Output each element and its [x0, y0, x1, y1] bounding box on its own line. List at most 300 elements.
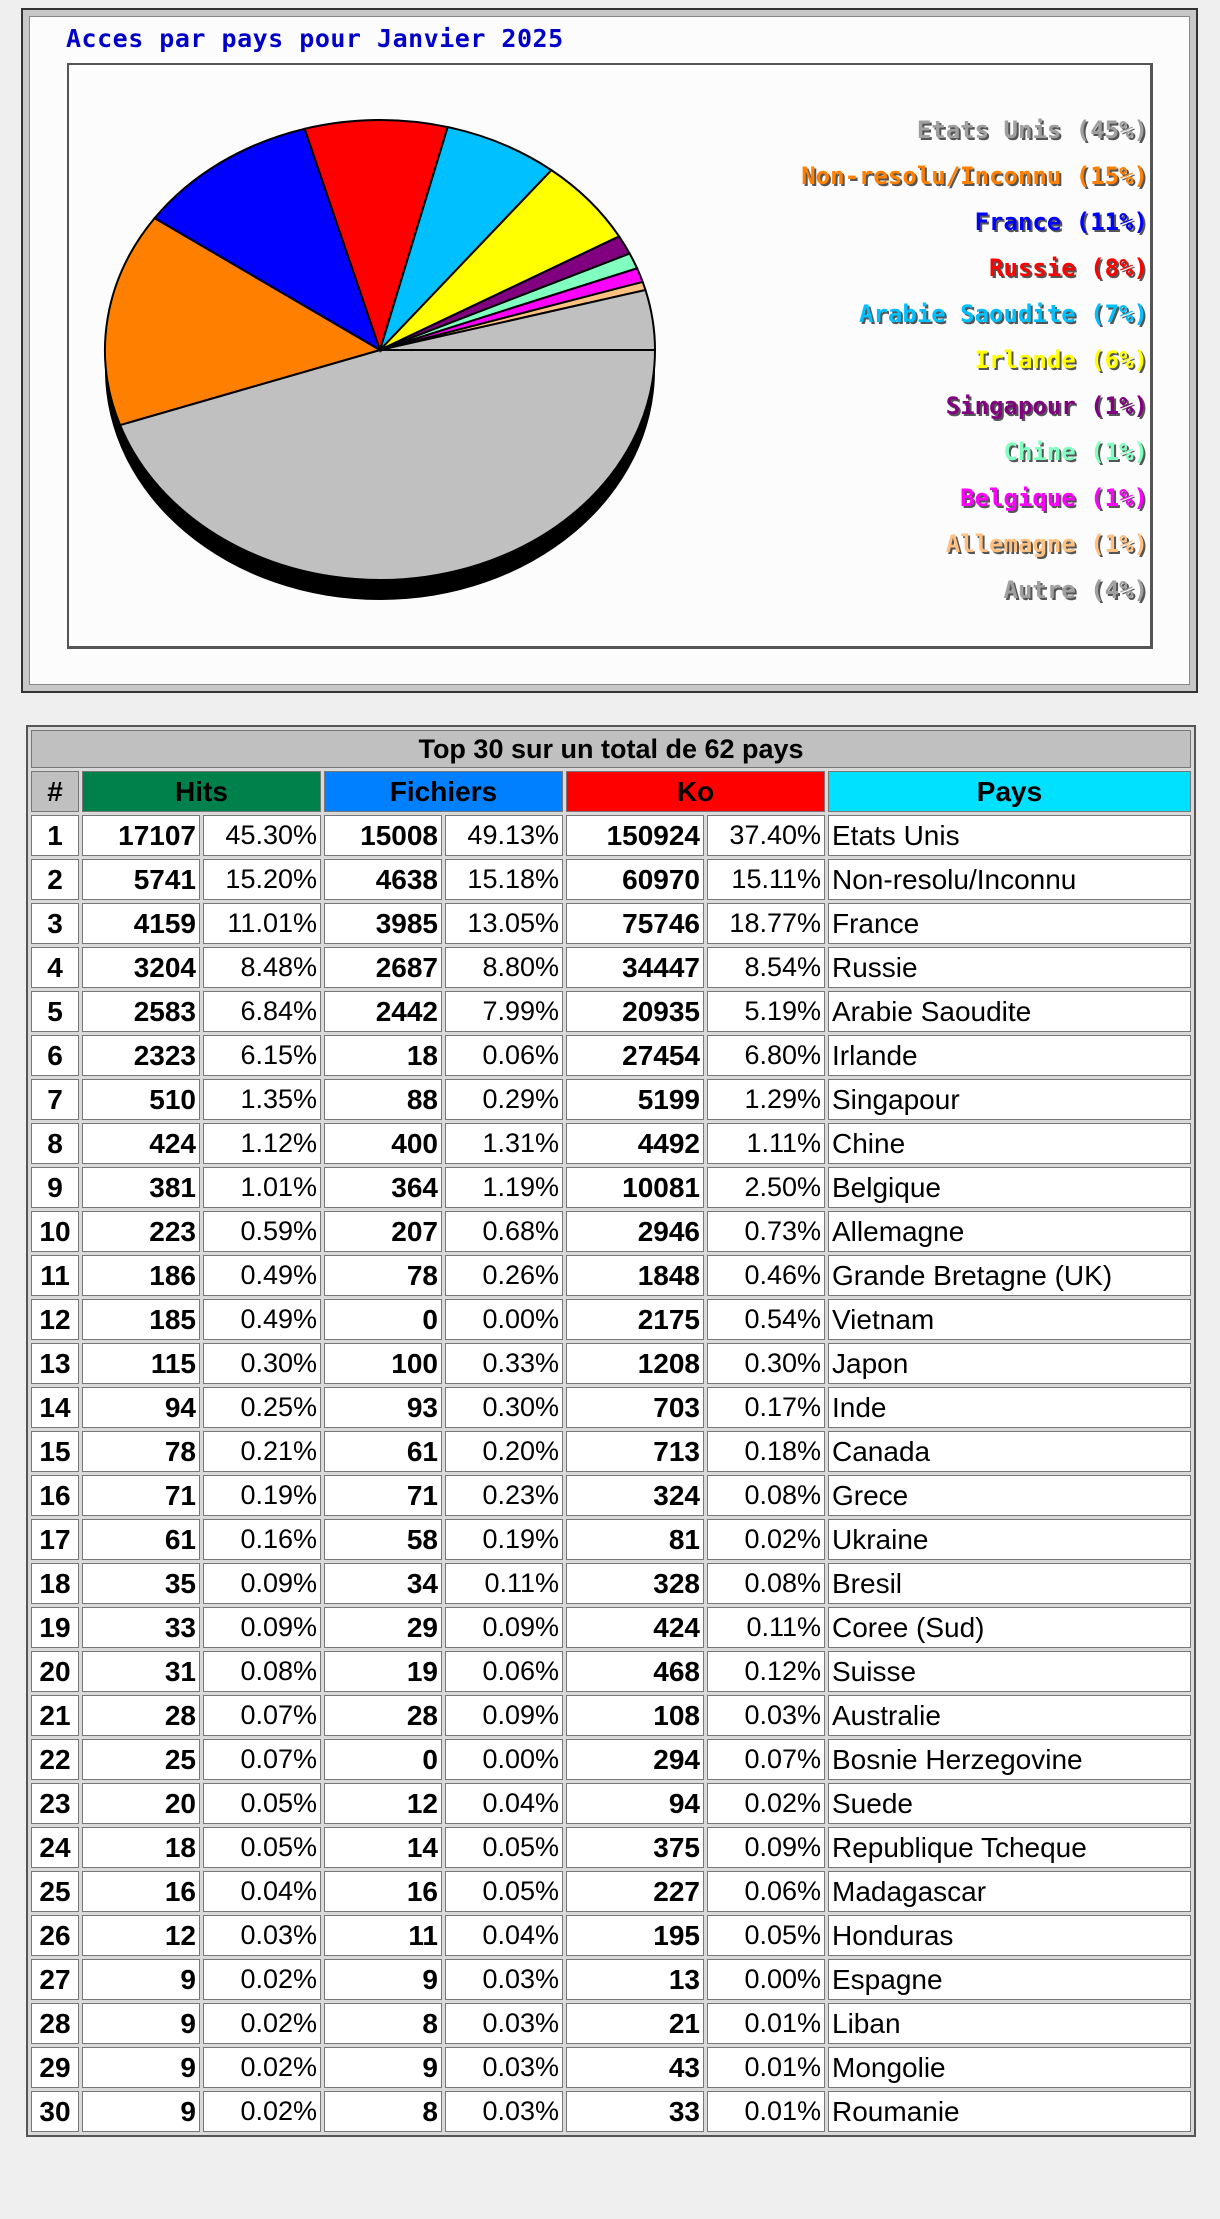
- table-row: [31, 2047, 1191, 2088]
- row-index: 30: [31, 2091, 79, 2132]
- hits-value: 12: [82, 1915, 200, 1956]
- country-name: Mongolie: [828, 2047, 1191, 2088]
- header-country: Pays: [828, 771, 1191, 812]
- country-name: Vietnam: [828, 1299, 1191, 1340]
- kb-percent: 0.08%: [707, 1475, 825, 1516]
- files-value: 0: [324, 1739, 442, 1780]
- kb-value: 4492: [566, 1123, 704, 1164]
- hits-percent: 0.09%: [203, 1563, 321, 1604]
- kb-percent: 0.06%: [707, 1871, 825, 1912]
- kb-value: 324: [566, 1475, 704, 1516]
- legend-entry: [628, 205, 1148, 251]
- table-body: [31, 815, 1191, 2132]
- kb-percent: 0.12%: [707, 1651, 825, 1692]
- files-percent: 0.06%: [445, 1035, 563, 1076]
- kb-percent: 0.18%: [707, 1431, 825, 1472]
- kb-value: 227: [566, 1871, 704, 1912]
- legend-label: Singapour (1%): [945, 392, 1148, 420]
- kb-percent: 6.80%: [707, 1035, 825, 1076]
- row-index: 26: [31, 1915, 79, 1956]
- legend-entry: [628, 113, 1148, 159]
- files-value: 2687: [324, 947, 442, 988]
- kb-value: 81: [566, 1519, 704, 1560]
- row-index: 25: [31, 1871, 79, 1912]
- kb-percent: 0.01%: [707, 2047, 825, 2088]
- country-name: Singapour: [828, 1079, 1191, 1120]
- table-row: [31, 2003, 1191, 2044]
- hits-value: 28: [82, 1695, 200, 1736]
- files-value: 11: [324, 1915, 442, 1956]
- row-index: 10: [31, 1211, 79, 1252]
- files-percent: 0.00%: [445, 1739, 563, 1780]
- kb-value: 703: [566, 1387, 704, 1428]
- files-value: 29: [324, 1607, 442, 1648]
- kb-value: 375: [566, 1827, 704, 1868]
- country-name: Canada: [828, 1431, 1191, 1472]
- hits-percent: 45.30%: [203, 815, 321, 856]
- legend-entry: [628, 573, 1148, 619]
- hits-value: 185: [82, 1299, 200, 1340]
- header-index: #: [31, 771, 79, 812]
- row-index: 28: [31, 2003, 79, 2044]
- table-row: [31, 1475, 1191, 1516]
- legend-label: Autre (4%): [1003, 576, 1148, 604]
- hits-percent: 6.84%: [203, 991, 321, 1032]
- files-percent: 0.33%: [445, 1343, 563, 1384]
- kb-value: 5199: [566, 1079, 704, 1120]
- country-name: Roumanie: [828, 2091, 1191, 2132]
- hits-value: 20: [82, 1783, 200, 1824]
- files-value: 34: [324, 1563, 442, 1604]
- files-percent: 0.09%: [445, 1607, 563, 1648]
- country-name: Republique Tcheque: [828, 1827, 1191, 1868]
- kb-value: 43: [566, 2047, 704, 2088]
- kb-value: 21: [566, 2003, 704, 2044]
- kb-value: 2946: [566, 1211, 704, 1252]
- hits-value: 78: [82, 1431, 200, 1472]
- country-name: Arabie Saoudite: [828, 991, 1191, 1032]
- kb-value: 94: [566, 1783, 704, 1824]
- files-percent: 0.03%: [445, 2047, 563, 2088]
- kb-percent: 0.11%: [707, 1607, 825, 1648]
- files-value: 364: [324, 1167, 442, 1208]
- kb-percent: 8.54%: [707, 947, 825, 988]
- table-row: [31, 1827, 1191, 1868]
- files-percent: 0.06%: [445, 1651, 563, 1692]
- table-row: [31, 903, 1191, 944]
- hits-percent: 0.59%: [203, 1211, 321, 1252]
- files-percent: 0.68%: [445, 1211, 563, 1252]
- kb-percent: 0.09%: [707, 1827, 825, 1868]
- country-name: Allemagne: [828, 1211, 1191, 1252]
- table-row: [31, 815, 1191, 856]
- country-name: Russie: [828, 947, 1191, 988]
- hits-percent: 0.02%: [203, 2047, 321, 2088]
- row-index: 15: [31, 1431, 79, 1472]
- hits-percent: 0.21%: [203, 1431, 321, 1472]
- files-percent: 49.13%: [445, 815, 563, 856]
- kb-value: 1208: [566, 1343, 704, 1384]
- table-row: [31, 859, 1191, 900]
- kb-value: 10081: [566, 1167, 704, 1208]
- files-value: 71: [324, 1475, 442, 1516]
- files-percent: 0.29%: [445, 1079, 563, 1120]
- hits-percent: 0.49%: [203, 1299, 321, 1340]
- files-percent: 1.19%: [445, 1167, 563, 1208]
- kb-value: 75746: [566, 903, 704, 944]
- files-value: 16: [324, 1871, 442, 1912]
- files-percent: 0.03%: [445, 2091, 563, 2132]
- files-percent: 0.09%: [445, 1695, 563, 1736]
- files-percent: 0.03%: [445, 1959, 563, 2000]
- files-percent: 0.04%: [445, 1915, 563, 1956]
- files-value: 19: [324, 1651, 442, 1692]
- files-percent: 0.20%: [445, 1431, 563, 1472]
- kb-percent: 5.19%: [707, 991, 825, 1032]
- legend-label: Allemagne (1%): [945, 530, 1148, 558]
- files-value: 12: [324, 1783, 442, 1824]
- table-row: [31, 1783, 1191, 1824]
- table-row: [31, 1167, 1191, 1208]
- row-index: 1: [31, 815, 79, 856]
- hits-percent: 0.02%: [203, 1959, 321, 2000]
- country-name: Ukraine: [828, 1519, 1191, 1560]
- chart-legend: [628, 113, 1148, 619]
- legend-entry: [628, 435, 1148, 481]
- files-value: 93: [324, 1387, 442, 1428]
- hits-value: 510: [82, 1079, 200, 1120]
- row-index: 5: [31, 991, 79, 1032]
- kb-percent: 0.02%: [707, 1519, 825, 1560]
- files-percent: 0.19%: [445, 1519, 563, 1560]
- header-kb: Ko: [566, 771, 825, 812]
- kb-value: 150924: [566, 815, 704, 856]
- row-index: 3: [31, 903, 79, 944]
- kb-percent: 0.01%: [707, 2003, 825, 2044]
- table-row: [31, 2091, 1191, 2132]
- files-percent: 0.23%: [445, 1475, 563, 1516]
- hits-percent: 0.02%: [203, 2091, 321, 2132]
- hits-value: 3204: [82, 947, 200, 988]
- hits-value: 17107: [82, 815, 200, 856]
- files-value: 14: [324, 1827, 442, 1868]
- kb-value: 108: [566, 1695, 704, 1736]
- hits-value: 18: [82, 1827, 200, 1868]
- kb-value: 195: [566, 1915, 704, 1956]
- chart-title: Acces par pays pour Janvier 2025: [66, 24, 564, 53]
- hits-percent: 0.08%: [203, 1651, 321, 1692]
- kb-value: 60970: [566, 859, 704, 900]
- legend-label: Arabie Saoudite (7%): [859, 300, 1148, 328]
- kb-value: 468: [566, 1651, 704, 1692]
- kb-value: 2175: [566, 1299, 704, 1340]
- files-percent: 0.30%: [445, 1387, 563, 1428]
- table-row: [31, 1651, 1191, 1692]
- country-name: Etats Unis: [828, 815, 1191, 856]
- kb-value: 27454: [566, 1035, 704, 1076]
- country-name: Non-resolu/Inconnu: [828, 859, 1191, 900]
- kb-value: 713: [566, 1431, 704, 1472]
- kb-percent: 1.29%: [707, 1079, 825, 1120]
- hits-percent: 0.05%: [203, 1827, 321, 1868]
- hits-value: 61: [82, 1519, 200, 1560]
- kb-percent: 0.07%: [707, 1739, 825, 1780]
- country-name: Coree (Sud): [828, 1607, 1191, 1648]
- row-index: 14: [31, 1387, 79, 1428]
- files-value: 3985: [324, 903, 442, 944]
- country-name: Bosnie Herzegovine: [828, 1739, 1191, 1780]
- files-value: 18: [324, 1035, 442, 1076]
- hits-percent: 0.03%: [203, 1915, 321, 1956]
- table-row: [31, 1211, 1191, 1252]
- hits-value: 94: [82, 1387, 200, 1428]
- country-name: Chine: [828, 1123, 1191, 1164]
- row-index: 20: [31, 1651, 79, 1692]
- table-row: [31, 991, 1191, 1032]
- files-value: 58: [324, 1519, 442, 1560]
- kb-percent: 0.46%: [707, 1255, 825, 1296]
- files-percent: 15.18%: [445, 859, 563, 900]
- header-files: Fichiers: [324, 771, 563, 812]
- table-row: [31, 1959, 1191, 2000]
- kb-percent: 1.11%: [707, 1123, 825, 1164]
- row-index: 18: [31, 1563, 79, 1604]
- files-value: 61: [324, 1431, 442, 1472]
- files-percent: 0.26%: [445, 1255, 563, 1296]
- row-index: 2: [31, 859, 79, 900]
- files-value: 400: [324, 1123, 442, 1164]
- legend-label: Belgique (1%): [960, 484, 1148, 512]
- country-name: Belgique: [828, 1167, 1191, 1208]
- legend-label: Non-resolu/Inconnu (15%): [801, 162, 1148, 190]
- files-value: 0: [324, 1299, 442, 1340]
- legend-label: Russie (8%): [989, 254, 1148, 282]
- hits-value: 4159: [82, 903, 200, 944]
- row-index: 19: [31, 1607, 79, 1648]
- row-index: 9: [31, 1167, 79, 1208]
- hits-percent: 0.49%: [203, 1255, 321, 1296]
- hits-value: 2323: [82, 1035, 200, 1076]
- legend-label: Chine (1%): [1003, 438, 1148, 466]
- country-name: Bresil: [828, 1563, 1191, 1604]
- hits-percent: 1.12%: [203, 1123, 321, 1164]
- hits-percent: 0.07%: [203, 1695, 321, 1736]
- files-value: 2442: [324, 991, 442, 1032]
- files-value: 15008: [324, 815, 442, 856]
- hits-percent: 0.05%: [203, 1783, 321, 1824]
- files-value: 78: [324, 1255, 442, 1296]
- files-value: 8: [324, 2091, 442, 2132]
- row-index: 16: [31, 1475, 79, 1516]
- country-name: Honduras: [828, 1915, 1191, 1956]
- hits-value: 115: [82, 1343, 200, 1384]
- files-percent: 0.05%: [445, 1871, 563, 1912]
- hits-percent: 0.16%: [203, 1519, 321, 1560]
- hits-percent: 0.19%: [203, 1475, 321, 1516]
- table-row: [31, 1079, 1191, 1120]
- files-value: 9: [324, 2047, 442, 2088]
- table-row: [31, 1123, 1191, 1164]
- files-value: 28: [324, 1695, 442, 1736]
- row-index: 17: [31, 1519, 79, 1560]
- hits-value: 9: [82, 2047, 200, 2088]
- hits-value: 35: [82, 1563, 200, 1604]
- country-name: Australie: [828, 1695, 1191, 1736]
- kb-value: 13: [566, 1959, 704, 2000]
- hits-value: 186: [82, 1255, 200, 1296]
- files-percent: 0.03%: [445, 2003, 563, 2044]
- files-percent: 1.31%: [445, 1123, 563, 1164]
- hits-value: 31: [82, 1651, 200, 1692]
- hits-value: 33: [82, 1607, 200, 1648]
- row-index: 22: [31, 1739, 79, 1780]
- files-percent: 0.05%: [445, 1827, 563, 1868]
- country-name: France: [828, 903, 1191, 944]
- row-index: 12: [31, 1299, 79, 1340]
- country-name: Espagne: [828, 1959, 1191, 2000]
- hits-value: 223: [82, 1211, 200, 1252]
- row-index: 8: [31, 1123, 79, 1164]
- table-caption: Top 30 sur un total de 62 pays: [31, 730, 1191, 768]
- row-index: 24: [31, 1827, 79, 1868]
- hits-percent: 1.35%: [203, 1079, 321, 1120]
- table-row: [31, 1255, 1191, 1296]
- country-name: Japon: [828, 1343, 1191, 1384]
- legend-entry: [628, 343, 1148, 389]
- hits-percent: 6.15%: [203, 1035, 321, 1076]
- legend-label: France (11%): [974, 208, 1148, 236]
- country-name: Suisse: [828, 1651, 1191, 1692]
- hits-value: 381: [82, 1167, 200, 1208]
- kb-percent: 37.40%: [707, 815, 825, 856]
- table-row: [31, 1563, 1191, 1604]
- files-value: 207: [324, 1211, 442, 1252]
- hits-percent: 0.04%: [203, 1871, 321, 1912]
- hits-value: 9: [82, 1959, 200, 2000]
- kb-value: 20935: [566, 991, 704, 1032]
- country-name: Suede: [828, 1783, 1191, 1824]
- country-name: Liban: [828, 2003, 1191, 2044]
- files-percent: 0.11%: [445, 1563, 563, 1604]
- kb-percent: 0.54%: [707, 1299, 825, 1340]
- hits-percent: 0.25%: [203, 1387, 321, 1428]
- files-value: 9: [324, 1959, 442, 2000]
- files-value: 100: [324, 1343, 442, 1384]
- kb-value: 294: [566, 1739, 704, 1780]
- hits-percent: 0.02%: [203, 2003, 321, 2044]
- files-value: 88: [324, 1079, 442, 1120]
- legend-entry: [628, 527, 1148, 573]
- hits-value: 16: [82, 1871, 200, 1912]
- kb-percent: 0.17%: [707, 1387, 825, 1428]
- table-row: [31, 947, 1191, 988]
- kb-percent: 2.50%: [707, 1167, 825, 1208]
- row-index: 6: [31, 1035, 79, 1076]
- kb-percent: 0.08%: [707, 1563, 825, 1604]
- hits-percent: 15.20%: [203, 859, 321, 900]
- hits-value: 25: [82, 1739, 200, 1780]
- kb-percent: 0.03%: [707, 1695, 825, 1736]
- table-row: [31, 1431, 1191, 1472]
- table-row: [31, 1519, 1191, 1560]
- row-index: 27: [31, 1959, 79, 2000]
- hits-value: 71: [82, 1475, 200, 1516]
- table-row: [31, 1739, 1191, 1780]
- table-row: [31, 1387, 1191, 1428]
- kb-percent: 15.11%: [707, 859, 825, 900]
- table-row: [31, 1695, 1191, 1736]
- kb-value: 1848: [566, 1255, 704, 1296]
- hits-percent: 11.01%: [203, 903, 321, 944]
- kb-percent: 0.73%: [707, 1211, 825, 1252]
- kb-percent: 0.01%: [707, 2091, 825, 2132]
- kb-percent: 18.77%: [707, 903, 825, 944]
- table-row: [31, 1915, 1191, 1956]
- legend-entry: [628, 251, 1148, 297]
- legend-entry: [628, 297, 1148, 343]
- row-index: 29: [31, 2047, 79, 2088]
- files-percent: 7.99%: [445, 991, 563, 1032]
- row-index: 21: [31, 1695, 79, 1736]
- kb-value: 328: [566, 1563, 704, 1604]
- table-row: [31, 1299, 1191, 1340]
- country-name: Irlande: [828, 1035, 1191, 1076]
- kb-value: 424: [566, 1607, 704, 1648]
- country-name: Inde: [828, 1387, 1191, 1428]
- kb-percent: 0.00%: [707, 1959, 825, 2000]
- table-row: [31, 1343, 1191, 1384]
- country-name: Grece: [828, 1475, 1191, 1516]
- hits-percent: 0.07%: [203, 1739, 321, 1780]
- hits-value: 5741: [82, 859, 200, 900]
- hits-value: 424: [82, 1123, 200, 1164]
- hits-value: 2583: [82, 991, 200, 1032]
- table-row: [31, 1035, 1191, 1076]
- kb-percent: 0.30%: [707, 1343, 825, 1384]
- files-percent: 8.80%: [445, 947, 563, 988]
- files-percent: 13.05%: [445, 903, 563, 944]
- row-index: 13: [31, 1343, 79, 1384]
- files-value: 4638: [324, 859, 442, 900]
- row-index: 11: [31, 1255, 79, 1296]
- files-value: 8: [324, 2003, 442, 2044]
- row-index: 23: [31, 1783, 79, 1824]
- country-name: Madagascar: [828, 1871, 1191, 1912]
- table-row: [31, 1871, 1191, 1912]
- country-name: Grande Bretagne (UK): [828, 1255, 1191, 1296]
- country-stats-table: [26, 725, 1196, 2137]
- legend-entry: [628, 481, 1148, 527]
- hits-percent: 1.01%: [203, 1167, 321, 1208]
- legend-entry: [628, 159, 1148, 205]
- kb-percent: 0.02%: [707, 1783, 825, 1824]
- hits-value: 9: [82, 2091, 200, 2132]
- table-row: [31, 1607, 1191, 1648]
- row-index: 4: [31, 947, 79, 988]
- legend-label: Irlande (6%): [974, 346, 1148, 374]
- kb-value: 33: [566, 2091, 704, 2132]
- hits-percent: 0.09%: [203, 1607, 321, 1648]
- legend-entry: [628, 389, 1148, 435]
- files-percent: 0.04%: [445, 1783, 563, 1824]
- row-index: 7: [31, 1079, 79, 1120]
- kb-percent: 0.05%: [707, 1915, 825, 1956]
- files-percent: 0.00%: [445, 1299, 563, 1340]
- hits-percent: 8.48%: [203, 947, 321, 988]
- kb-value: 34447: [566, 947, 704, 988]
- header-hits: Hits: [82, 771, 321, 812]
- legend-label: Etats Unis (45%): [916, 116, 1148, 144]
